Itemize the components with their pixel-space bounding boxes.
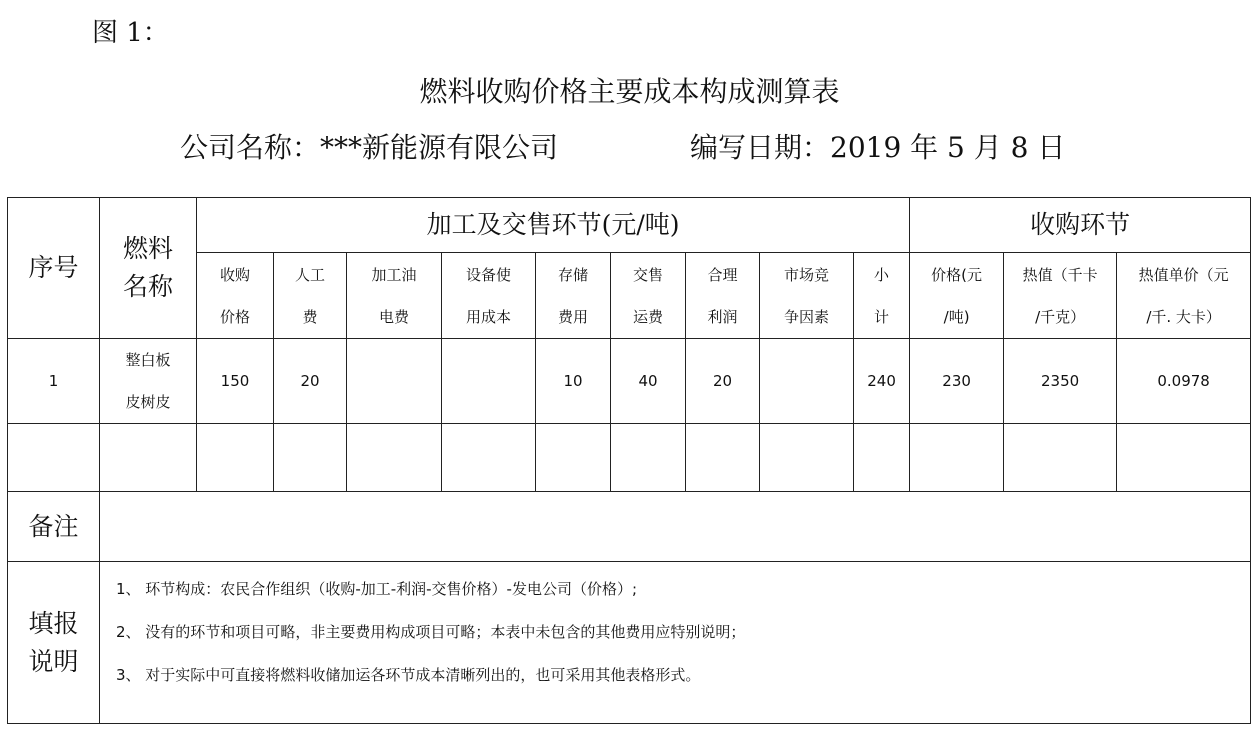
- table-cell: [347, 339, 442, 424]
- table-row: [8, 339, 1251, 424]
- note-line: 1、 环节构成：农民合作组织（收购-加工-利润-交售价格）-发电公司（价格）;: [116, 580, 638, 598]
- table-cell: [854, 424, 910, 492]
- table-cell: [536, 424, 611, 492]
- table-cell: 150: [197, 339, 274, 424]
- table-cell: [1117, 424, 1251, 492]
- table-cell: 40: [611, 339, 686, 424]
- sub-header: 热值单价（元 /千. 大卡）: [1117, 253, 1251, 339]
- sub-header: 合理 利润: [686, 253, 760, 339]
- sub-header: 交售 运费: [611, 253, 686, 339]
- sub-header: 市场竞 争因素: [760, 253, 854, 339]
- table-cell: 240: [854, 339, 910, 424]
- table-row: [8, 424, 1251, 492]
- table-cell: 0.0978: [1117, 339, 1251, 424]
- header-seq: 序号: [8, 198, 100, 339]
- table-cell: 2350: [1004, 339, 1117, 424]
- remarks-value: [100, 492, 1251, 562]
- header-fuel-name: 燃料 名称: [100, 198, 197, 339]
- sub-header: 设备使 用成本: [442, 253, 536, 339]
- header-group-processing: 加工及交售环节(元/吨): [197, 198, 910, 253]
- sub-header: 热值（千卡 /千克）: [1004, 253, 1117, 339]
- header-group-purchase: 收购环节: [910, 198, 1251, 253]
- table-cell: 1: [8, 339, 100, 424]
- table-cell: [8, 424, 100, 492]
- remarks-row: [8, 492, 1251, 562]
- table-cell: 20: [686, 339, 760, 424]
- compile-date: 编写日期：2019 年 5 月 8 日: [690, 131, 1066, 164]
- notes-label: 填报 说明: [8, 562, 100, 724]
- sub-header: 存储 费用: [536, 253, 611, 339]
- company-name: 公司名称：***新能源有限公司: [180, 131, 559, 164]
- table-cell: [760, 339, 854, 424]
- sub-header: 价格(元 /吨): [910, 253, 1004, 339]
- table-cell: [760, 424, 854, 492]
- table-cell: [442, 424, 536, 492]
- table-cell: [197, 424, 274, 492]
- table-cell: 230: [910, 339, 1004, 424]
- table-cell: 10: [536, 339, 611, 424]
- sub-header: 人工 费: [274, 253, 347, 339]
- notes-content: [100, 562, 1251, 724]
- sub-header: 小 计: [854, 253, 910, 339]
- table-cell: [274, 424, 347, 492]
- notes-row: [8, 562, 1251, 724]
- table-cell: [1004, 424, 1117, 492]
- table-cell: 整白板 皮树皮: [100, 339, 197, 424]
- page-title: 燃料收购价格主要成本构成测算表: [419, 75, 840, 108]
- table-cell: [686, 424, 760, 492]
- remarks-label: 备注: [8, 492, 100, 562]
- note-line: 2、 没有的环节和项目可略，非主要费用构成项目可略；本表中未包含的其他费用应特别说明；: [116, 623, 746, 641]
- table-cell: [347, 424, 442, 492]
- figure-label: 图 1：: [92, 18, 169, 48]
- table-cell: [910, 424, 1004, 492]
- note-line: 3、 对于实际中可直接将燃料收储加运各环节成本清晰列出的，也可采用其他表格形式。: [116, 666, 701, 684]
- table-cell: [611, 424, 686, 492]
- sub-header: 加工油 电费: [347, 253, 442, 339]
- table-cell: [100, 424, 197, 492]
- cost-table: [7, 197, 1251, 724]
- table-cell: 20: [274, 339, 347, 424]
- sub-header: 收购 价格: [197, 253, 274, 339]
- table-cell: [442, 339, 536, 424]
